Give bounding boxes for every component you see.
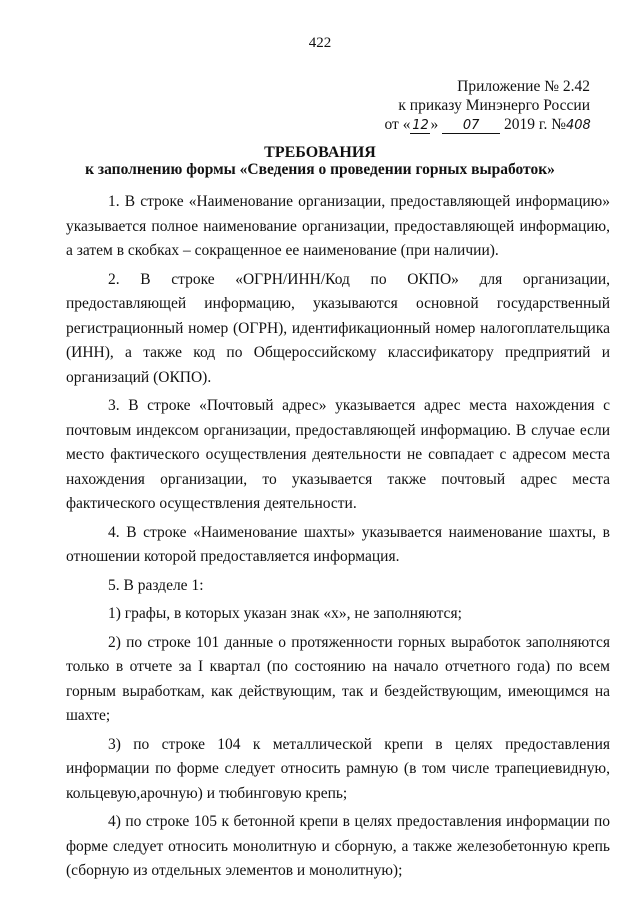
year-text: 2019 г. № (503, 116, 566, 133)
date-quote: » (430, 116, 439, 133)
paragraph: 1. В строке «Наименование организации, предоставляющей информацию» указывается полное наименование организации, предоставляющей информацию, а затем в скобках – сокращенное ее наименование (при наличии). (66, 193, 610, 259)
appendix-line: Приложение № 2.42 (457, 78, 590, 95)
page-number: 422 (308, 35, 332, 51)
document-body (66, 190, 610, 888)
handwritten-day: 12 (412, 118, 429, 133)
document-subtitle: к заполнению формы «Сведения о проведении горных выработок» (85, 161, 555, 178)
handwritten-order-number: 408 (566, 118, 591, 133)
document-title: ТРЕБОВАНИЯ (264, 144, 376, 161)
paragraph: 1) графы, в которых указан знак «х», не заполняются; (108, 605, 462, 622)
order-reference: к приказу Минэнерго России (398, 97, 590, 114)
paragraph: 3) по строке 104 к металлической крепи в целях предоставления информации по форме следует относить рамную (в том числе трапециевидную, кольцевую,арочную) и тюбинговую крепь; (66, 735, 610, 802)
order-date-line (360, 115, 590, 134)
appendix-header (360, 77, 590, 134)
date-prefix: от « (384, 116, 411, 133)
paragraph: 4. В строке «Наименование шахты» указывается наименование шахты, в отношении которой предоставляется информация. (66, 523, 610, 565)
handwritten-month: 07 (442, 119, 500, 134)
paragraph: 2. В строке «ОГРН/ИНН/Код по ОКПО» для организации, предоставляющей информацию, указываются основной государственный регистрационный номер (ОГРН), идентификационный номер налогоплательщика (ИНН), а также код по Общероссийскому классификатору предприятий и организаций (ОКПО). (66, 270, 610, 386)
paragraph: 2) по строке 101 данные о протяженности горных выработок заполняются только в отчете за I квартал (по состоянию на начало отчетного года) по всем горным выработкам, как действующим, так и бездействующим, имеющимся на шахте; (66, 633, 610, 724)
paragraph: 5. В разделе 1: (108, 576, 204, 594)
paragraph: 4) по строке 105 к бетонной крепи в целях предоставления информации по форме следует относить монолитную и сборную, а также железобетонную крепь (сборную из отдельных элементов и монолитную); (66, 813, 610, 879)
paragraph: 3. В строке «Почтовый адрес» указывается адрес места нахождения с почтовым индексом организации, предоставляющей информацию. В случае если место фактического осуществления деятельности не совпадает с адресом места нахождения организации, то указывается также почтовый адрес места фактического осуществления деятельности. (66, 397, 610, 512)
